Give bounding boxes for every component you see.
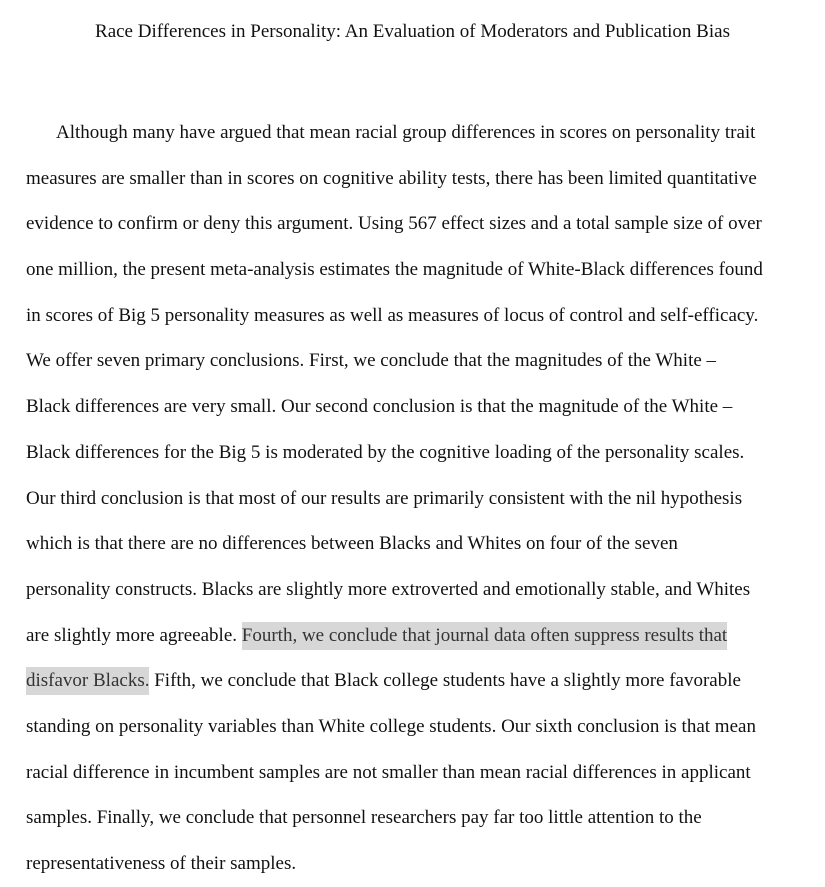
highlighted-text[interactable]: disfavor Blacks. (26, 667, 149, 695)
text-line: which is that there are no differences between Blacks and Whites on four of the seven (26, 533, 678, 555)
text-line: evidence to confirm or deny this argument. Using 567 effect sizes and a total sample size of over (26, 213, 762, 235)
text-line: We offer seven primary conclusions. First, we conclude that the magnitudes of the White – (26, 350, 717, 372)
text-line: samples. Finally, we conclude that personnel researchers pay far too little attention to the (26, 807, 702, 829)
text-line-with-highlight (26, 658, 816, 704)
text-line: personality constructs. Blacks are slightly more extroverted and emotionally stable, and Whites (26, 578, 751, 600)
text-line: Black differences are very small. Our second conclusion is that the magnitude of the White – (26, 396, 733, 418)
text-segment: are slightly more agreeable. (26, 624, 238, 646)
text-line: Although many have argued that mean racial group differences in scores on personality trait (56, 122, 756, 143)
text-line: standing on personality variables than White college students. Our sixth conclusion is that mean (26, 715, 756, 737)
text-line: racial difference in incumbent samples are not smaller than mean racial differences in applicant (26, 761, 751, 783)
abstract-paragraph (26, 110, 816, 887)
text-line: one million, the present meta-analysis estimates the magnitude of White-Black differences found (26, 259, 763, 281)
text-line: Our third conclusion is that most of our results are primarily consistent with the nil hypothesis (26, 487, 743, 509)
text-line: Black differences for the Big 5 is moderated by the cognitive loading of the personality scales. (26, 441, 745, 463)
text-segment: Fifth, we conclude that Black college students have a slightly more favorable (154, 670, 741, 692)
text-line: in scores of Big 5 personality measures as well as measures of locus of control and self-efficacy. (26, 304, 759, 326)
text-line: representativeness of their samples. (26, 853, 297, 874)
highlighted-text[interactable]: Fourth, we conclude that journal data often suppress results that (242, 622, 727, 650)
text-line-with-highlight (26, 613, 816, 659)
document-title: Race Differences in Personality: An Evaluation of Moderators and Publication Bias (95, 21, 730, 42)
text-line: measures are smaller than in scores on cognitive ability tests, there has been limited quantitative (26, 167, 757, 189)
